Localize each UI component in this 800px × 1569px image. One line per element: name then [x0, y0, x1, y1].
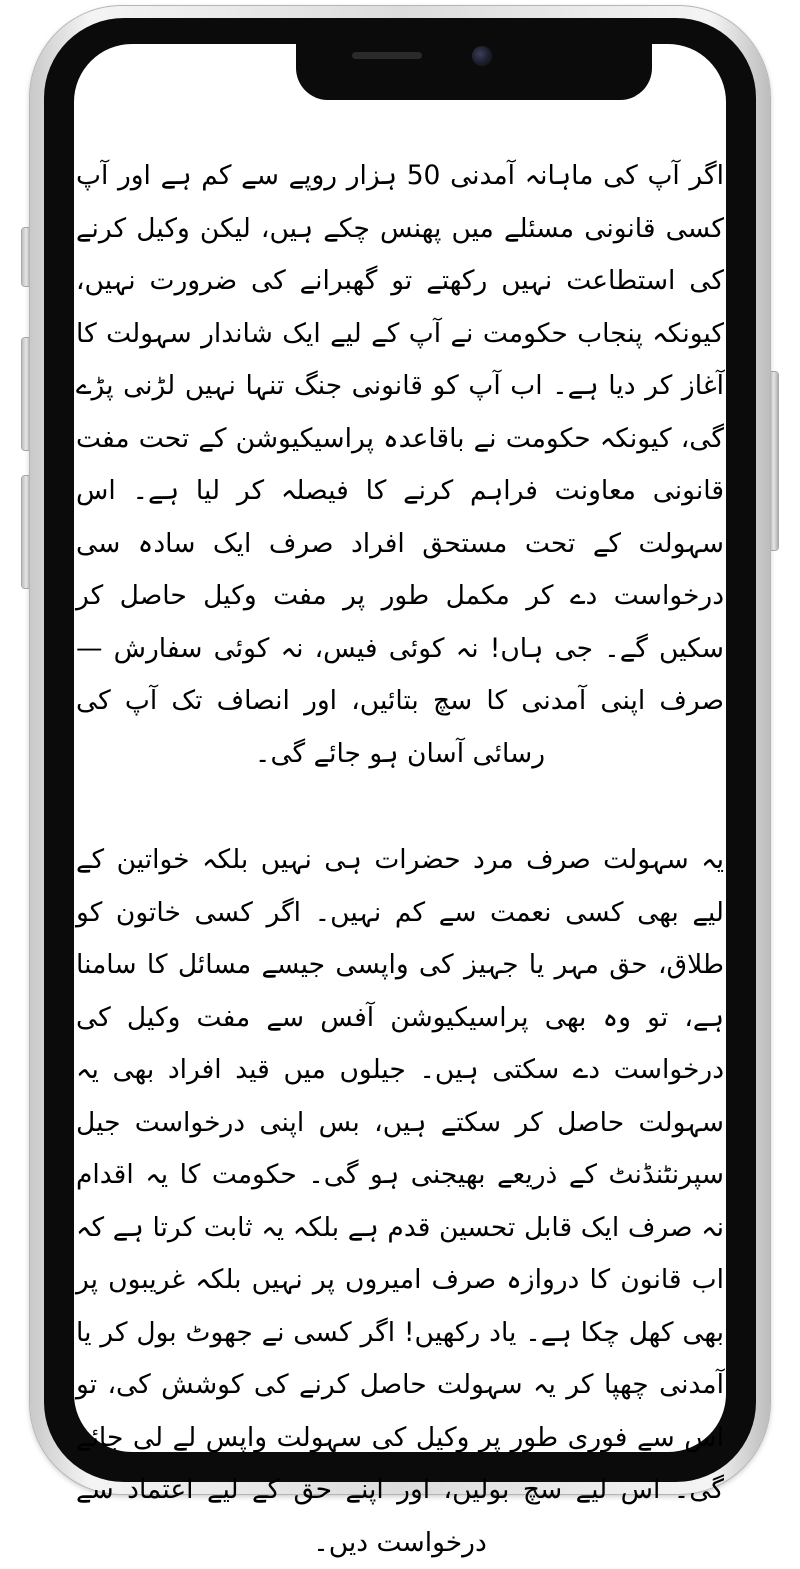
front-camera-icon: [472, 46, 492, 66]
article-paragraph-1: اگر آپ کی ماہانہ آمدنی 50 ہزار روپے سے کم ہے اور آپ کسی قانونی مسئلے میں پھنس چکے ہیں، لیکن وکیل کرنے کی استطاعت نہیں رکھتے تو گھبرانے کی ضرورت نہیں، کیونکہ پنجاب حکومت نے آپ کے لیے ایک شاندار سہولت کا آغاز کر دیا ہے۔ اب آپ کو قانونی جنگ تنہا نہیں لڑنی پڑے گی، کیونکہ حکومت نے باقاعدہ پراسیکیوشن کے تحت مفت قانونی معاونت فراہم کرنے کا فیصلہ کر لیا ہے۔ اس سہولت کے تحت مستحق افراد صرف ایک سادہ سی درخواست دے کر مکمل طور پر مفت وکیل حاصل کر سکیں گے۔ جی ہاں! نہ کوئی فیس، نہ کوئی سفارش — صرف اپنی آمدنی کا سچ بتائیں، اور انصاف تک آپ کی رسائی آسان ہو جائے گی۔: [76, 160, 725, 769]
power-button: [769, 372, 778, 550]
article-paragraph-2: یہ سہولت صرف مرد حضرات ہی نہیں بلکہ خواتین کے لیے بھی کسی نعمت سے کم نہیں۔ اگر کسی خاتون کو طلاق، حق مہر یا جہیز کی واپسی جیسے مسائل کا سامنا ہے، تو وہ بھی پراسیکیوشن آفس سے مفت وکیل کی درخواست دے سکتی ہیں۔ جیلوں میں قید افراد بھی یہ سہولت حاصل کر سکتے ہیں، بس اپنی درخواست جیل سپرنٹنڈنٹ کے ذریعے بھیجنی ہو گی۔ حکومت کا یہ اقدام نہ صرف ایک قابل تحسین قدم ہے بلکہ یہ ثابت کرتا ہے کہ اب قانون کا دروازہ صرف امیروں پر نہیں بلکہ غریبوں پر بھی کھل چکا ہے۔ یاد رکھیں! اگر کسی نے جھوٹ بول کر یا آمدنی چھپا کر یہ سہولت حاصل کرنے کی کوشش کی، تو اس سے فوری طور پر وکیل کی سہولت واپس لے لی جائے گی۔ اس لیے سچ بولیں، اور اپنے حق کے لیے اعتماد سے درخواست دیں۔: [76, 844, 724, 1558]
article-body: [76, 150, 724, 1569]
speaker-grille: [352, 52, 422, 59]
